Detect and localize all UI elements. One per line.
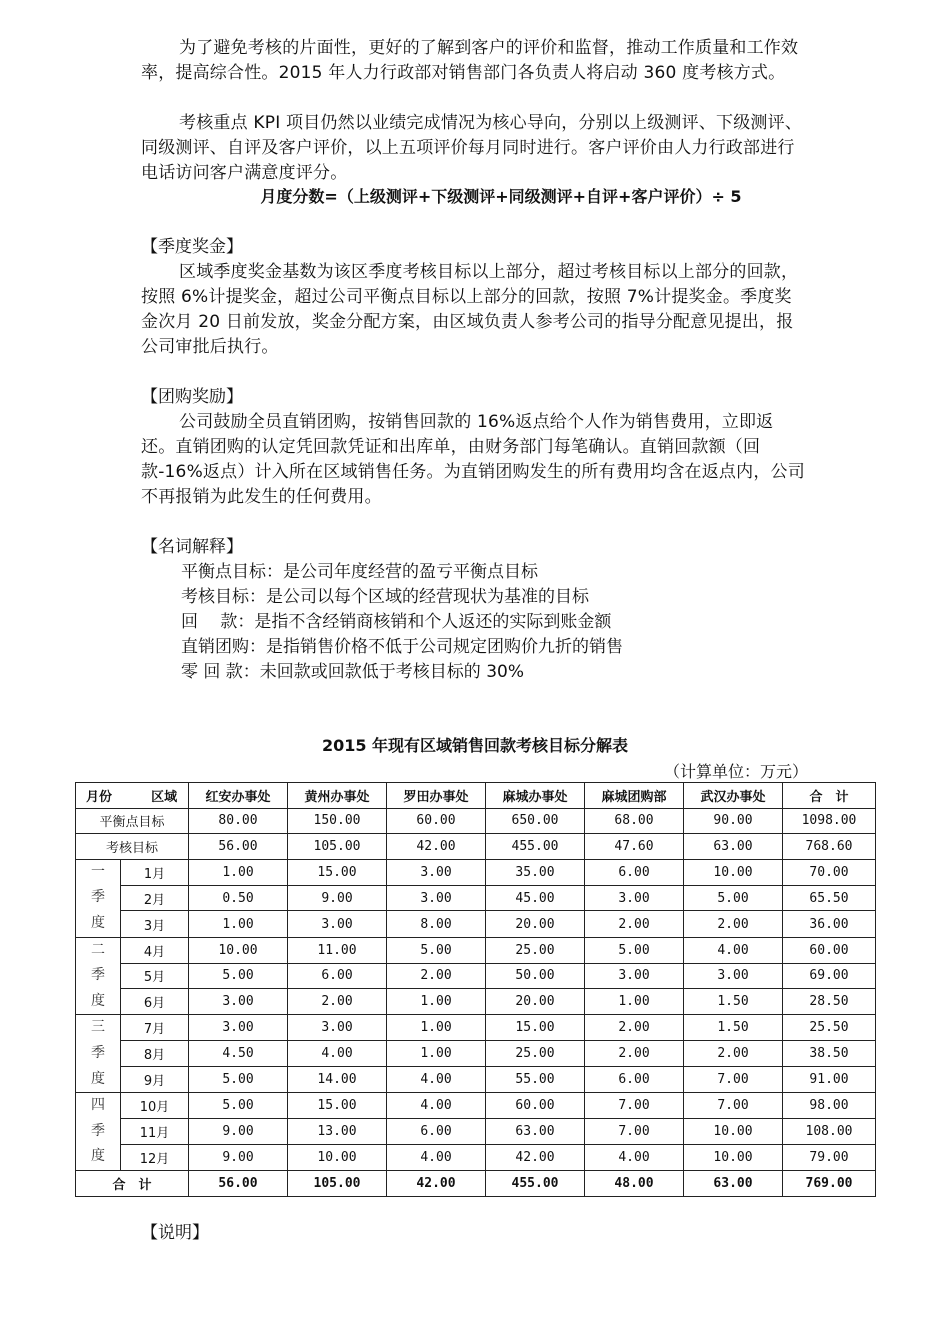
table-cell: 20.00 (486, 911, 585, 937)
table-cell: 7.00 (684, 1067, 783, 1093)
table-cell: 10.00 (684, 1119, 783, 1145)
quarter-label: 三 (76, 1015, 121, 1041)
table-cell: 4.00 (387, 1093, 486, 1119)
table-cell: 35.00 (486, 859, 585, 885)
table-cell: 9.00 (189, 1144, 288, 1170)
table-cell: 28.50 (783, 989, 876, 1015)
table-cell: 8.00 (387, 911, 486, 937)
sales-target-table (75, 782, 876, 1197)
quarter-label: 度 (76, 1144, 121, 1170)
table-cell: 650.00 (486, 808, 585, 834)
table-cell: 25.50 (783, 1015, 876, 1041)
table-cell: 1.50 (684, 989, 783, 1015)
table-cell: 45.00 (486, 885, 585, 911)
month-label: 3月 (121, 911, 189, 937)
table-cell: 90.00 (684, 808, 783, 834)
notes-heading: 【说明】 (141, 1223, 209, 1243)
table-row (76, 1093, 876, 1119)
intro-paragraph-1: 为了避免考核的片面性，更好的了解到客户的评价和监督，推动工作质量和工作效率，提高综合性。2015 年人力行政部对销售部门各负责人将启动 360 度考核方式。 (141, 38, 799, 83)
table-cell: 0.50 (189, 885, 288, 911)
table-cell: 3.00 (387, 859, 486, 885)
month-label: 2月 (121, 885, 189, 911)
glossary-item: 考核目标：是公司以每个区域的经营现状为基准的目标 (181, 587, 589, 607)
table-cell: 36.00 (783, 911, 876, 937)
table-cell: 9.00 (288, 885, 387, 911)
table-cell: 42.00 (387, 1170, 486, 1196)
quarterly-bonus-text: 区域季度奖金基数为该区季度考核目标以上部分，超过考核目标以上部分的回款，按照 6%计提奖金，超过公司平衡点目标以上部分的回款，按照 7%计提奖金。季度奖金次月 20 日前发放，奖金分配方案，由区域负责人参考公司的指导分配意见提出，报公司审批后执行。 (141, 262, 799, 357)
table-cell: 7.00 (585, 1119, 684, 1145)
table-cell: 1098.00 (783, 808, 876, 834)
table-row (76, 859, 876, 885)
table-cell: 1.00 (189, 859, 288, 885)
table-cell: 42.00 (387, 834, 486, 860)
table-cell: 4.00 (684, 937, 783, 963)
table-cell: 13.00 (288, 1119, 387, 1145)
table-cell: 15.00 (486, 1015, 585, 1041)
quarter-label: 四 (76, 1093, 121, 1119)
month-label: 5月 (121, 963, 189, 989)
table-cell: 42.00 (486, 1144, 585, 1170)
table-cell: 68.00 (585, 808, 684, 834)
table-cell: 10.00 (684, 859, 783, 885)
month-label: 1月 (121, 859, 189, 885)
table-cell: 455.00 (486, 834, 585, 860)
month-label: 10月 (121, 1093, 189, 1119)
glossary-heading: 【名词解释】 (141, 537, 243, 557)
table-cell: 1.00 (387, 1041, 486, 1067)
table-cell: 3.00 (189, 989, 288, 1015)
table-cell: 60.00 (486, 1093, 585, 1119)
score-formula: 月度分数=（上级测评+下级测评+同级测评+自评+客户评价）÷ 5 (260, 187, 742, 206)
table-cell: 91.00 (783, 1067, 876, 1093)
table-cell: 80.00 (189, 808, 288, 834)
column-header: 黄州办事处 (288, 783, 387, 809)
table-cell: 2.00 (684, 911, 783, 937)
table-cell: 108.00 (783, 1119, 876, 1145)
table-cell: 25.00 (486, 937, 585, 963)
table-cell: 5.00 (684, 885, 783, 911)
column-header: 红安办事处 (189, 783, 288, 809)
quarterly-bonus-heading: 【季度奖金】 (141, 237, 243, 257)
group-purchase-text: 公司鼓励全员直销团购，按销售回款的 16%返点给个人作为销售费用，立即返还。直销团购的认定凭回款凭证和出库单，由财务部门每笔确认。直销回款额（回款-16%返点）计入所在区域销售任务。为直销团购发生的所有费用均含在返点内，公司不再报销为此发生的任何费用。 (141, 412, 805, 507)
month-label: 6月 (121, 989, 189, 1015)
table-cell: 455.00 (486, 1170, 585, 1196)
table-cell: 3.00 (387, 885, 486, 911)
balance-target-row (76, 808, 876, 834)
quarter-label: 季 (76, 1119, 121, 1145)
table-cell: 5.00 (387, 937, 486, 963)
table-cell: 47.60 (585, 834, 684, 860)
table-cell: 4.00 (585, 1144, 684, 1170)
header-corner (76, 783, 189, 809)
table-cell: 3.00 (288, 1015, 387, 1041)
table-cell: 79.00 (783, 1144, 876, 1170)
table-cell: 60.00 (387, 808, 486, 834)
table-row (76, 1119, 876, 1145)
header-region-label: 区域 (151, 789, 178, 805)
table-cell: 69.00 (783, 963, 876, 989)
table-cell: 5.00 (189, 1093, 288, 1119)
table-cell: 3.00 (288, 911, 387, 937)
table-cell: 65.50 (783, 885, 876, 911)
table-header-row (76, 783, 876, 809)
quarter-label: 季 (76, 1041, 121, 1067)
row-label: 合 计 (76, 1170, 189, 1196)
table-row (76, 911, 876, 937)
quarter-label: 度 (76, 1067, 121, 1093)
table-cell: 70.00 (783, 859, 876, 885)
row-label: 平衡点目标 (76, 808, 189, 834)
glossary-item: 回 款：是指不含经销商核销和个人返还的实际到账金额 (181, 612, 612, 632)
table-cell: 1.50 (684, 1015, 783, 1041)
table-cell: 6.00 (288, 963, 387, 989)
table-cell: 3.00 (585, 963, 684, 989)
header-month-label: 月份 (86, 789, 113, 805)
table-cell: 3.00 (585, 885, 684, 911)
table-cell: 63.00 (684, 1170, 783, 1196)
table-cell: 2.00 (387, 963, 486, 989)
table-cell: 1.00 (387, 989, 486, 1015)
table-cell: 6.00 (585, 1067, 684, 1093)
table-cell: 5.00 (585, 937, 684, 963)
table-cell: 2.00 (585, 911, 684, 937)
table-cell: 1.00 (387, 1015, 486, 1041)
table-cell: 14.00 (288, 1067, 387, 1093)
table-row (76, 963, 876, 989)
table-cell: 3.00 (189, 1015, 288, 1041)
table-cell: 5.00 (189, 963, 288, 989)
quarter-label: 度 (76, 911, 121, 937)
table-cell: 150.00 (288, 808, 387, 834)
table-cell: 4.00 (387, 1144, 486, 1170)
total-row (76, 1170, 876, 1196)
month-label: 7月 (121, 1015, 189, 1041)
table-row (76, 937, 876, 963)
quarter-label: 二 (76, 937, 121, 963)
column-header: 麻城团购部 (585, 783, 684, 809)
table-cell: 63.00 (486, 1119, 585, 1145)
table-cell: 4.00 (387, 1067, 486, 1093)
table-row (76, 885, 876, 911)
table-cell: 2.00 (585, 1015, 684, 1041)
table-cell: 63.00 (684, 834, 783, 860)
glossary-item: 零 回 款：未回款或回款低于考核目标的 30% (181, 662, 524, 682)
table-cell: 6.00 (387, 1119, 486, 1145)
table-cell: 56.00 (189, 1170, 288, 1196)
quarter-label: 一 (76, 859, 121, 885)
intro-paragraph-2: 考核重点 KPI 项目仍然以业绩完成情况为核心导向，分别以上级测评、下级测评、同级测评、自评及客户评价，以上五项评价每月同时进行。客户评价由人力行政部进行电话访问客户满意度评分。 (141, 113, 803, 183)
table-row (76, 1041, 876, 1067)
table-row (76, 1015, 876, 1041)
quarter-label: 季 (76, 963, 121, 989)
table-cell: 2.00 (684, 1041, 783, 1067)
table-cell: 38.50 (783, 1041, 876, 1067)
table-cell: 105.00 (288, 834, 387, 860)
table-cell: 9.00 (189, 1119, 288, 1145)
assessment-target-row (76, 834, 876, 860)
table-cell: 15.00 (288, 859, 387, 885)
table-cell: 56.00 (189, 834, 288, 860)
table-cell: 60.00 (783, 937, 876, 963)
table-row (76, 989, 876, 1015)
table-cell: 50.00 (486, 963, 585, 989)
table-cell: 55.00 (486, 1067, 585, 1093)
month-label: 4月 (121, 937, 189, 963)
group-purchase-heading: 【团购奖励】 (141, 387, 243, 407)
table-cell: 48.00 (585, 1170, 684, 1196)
table-cell: 98.00 (783, 1093, 876, 1119)
table-cell: 3.00 (684, 963, 783, 989)
quarter-label: 季 (76, 885, 121, 911)
table-cell: 6.00 (585, 859, 684, 885)
table-cell: 2.00 (288, 989, 387, 1015)
table-cell: 10.00 (684, 1144, 783, 1170)
table-title: 2015 年现有区域销售回款考核目标分解表 (321, 736, 629, 755)
table-cell: 768.60 (783, 834, 876, 860)
column-header: 罗田办事处 (387, 783, 486, 809)
table-unit: （计算单位：万元） (664, 762, 809, 781)
month-label: 8月 (121, 1041, 189, 1067)
table-cell: 1.00 (189, 911, 288, 937)
table-cell: 25.00 (486, 1041, 585, 1067)
month-label: 11月 (121, 1119, 189, 1145)
column-header: 麻城办事处 (486, 783, 585, 809)
glossary-item: 直销团购：是指销售价格不低于公司规定团购价九折的销售 (181, 637, 623, 657)
table-cell: 769.00 (783, 1170, 876, 1196)
row-label: 考核目标 (76, 834, 189, 860)
table-cell: 7.00 (684, 1093, 783, 1119)
column-header: 合 计 (783, 783, 876, 809)
month-label: 9月 (121, 1067, 189, 1093)
glossary-item: 平衡点目标：是公司年度经营的盈亏平衡点目标 (181, 562, 538, 582)
table-row (76, 1067, 876, 1093)
column-header: 武汉办事处 (684, 783, 783, 809)
table-cell: 10.00 (189, 937, 288, 963)
quarter-label: 度 (76, 989, 121, 1015)
table-cell: 7.00 (585, 1093, 684, 1119)
table-cell: 10.00 (288, 1144, 387, 1170)
table-cell: 5.00 (189, 1067, 288, 1093)
table-cell: 15.00 (288, 1093, 387, 1119)
table-cell: 11.00 (288, 937, 387, 963)
month-label: 12月 (121, 1144, 189, 1170)
table-cell: 1.00 (585, 989, 684, 1015)
table-cell: 4.00 (288, 1041, 387, 1067)
table-row (76, 1144, 876, 1170)
table-cell: 105.00 (288, 1170, 387, 1196)
table-cell: 20.00 (486, 989, 585, 1015)
table-cell: 4.50 (189, 1041, 288, 1067)
table-cell: 2.00 (585, 1041, 684, 1067)
